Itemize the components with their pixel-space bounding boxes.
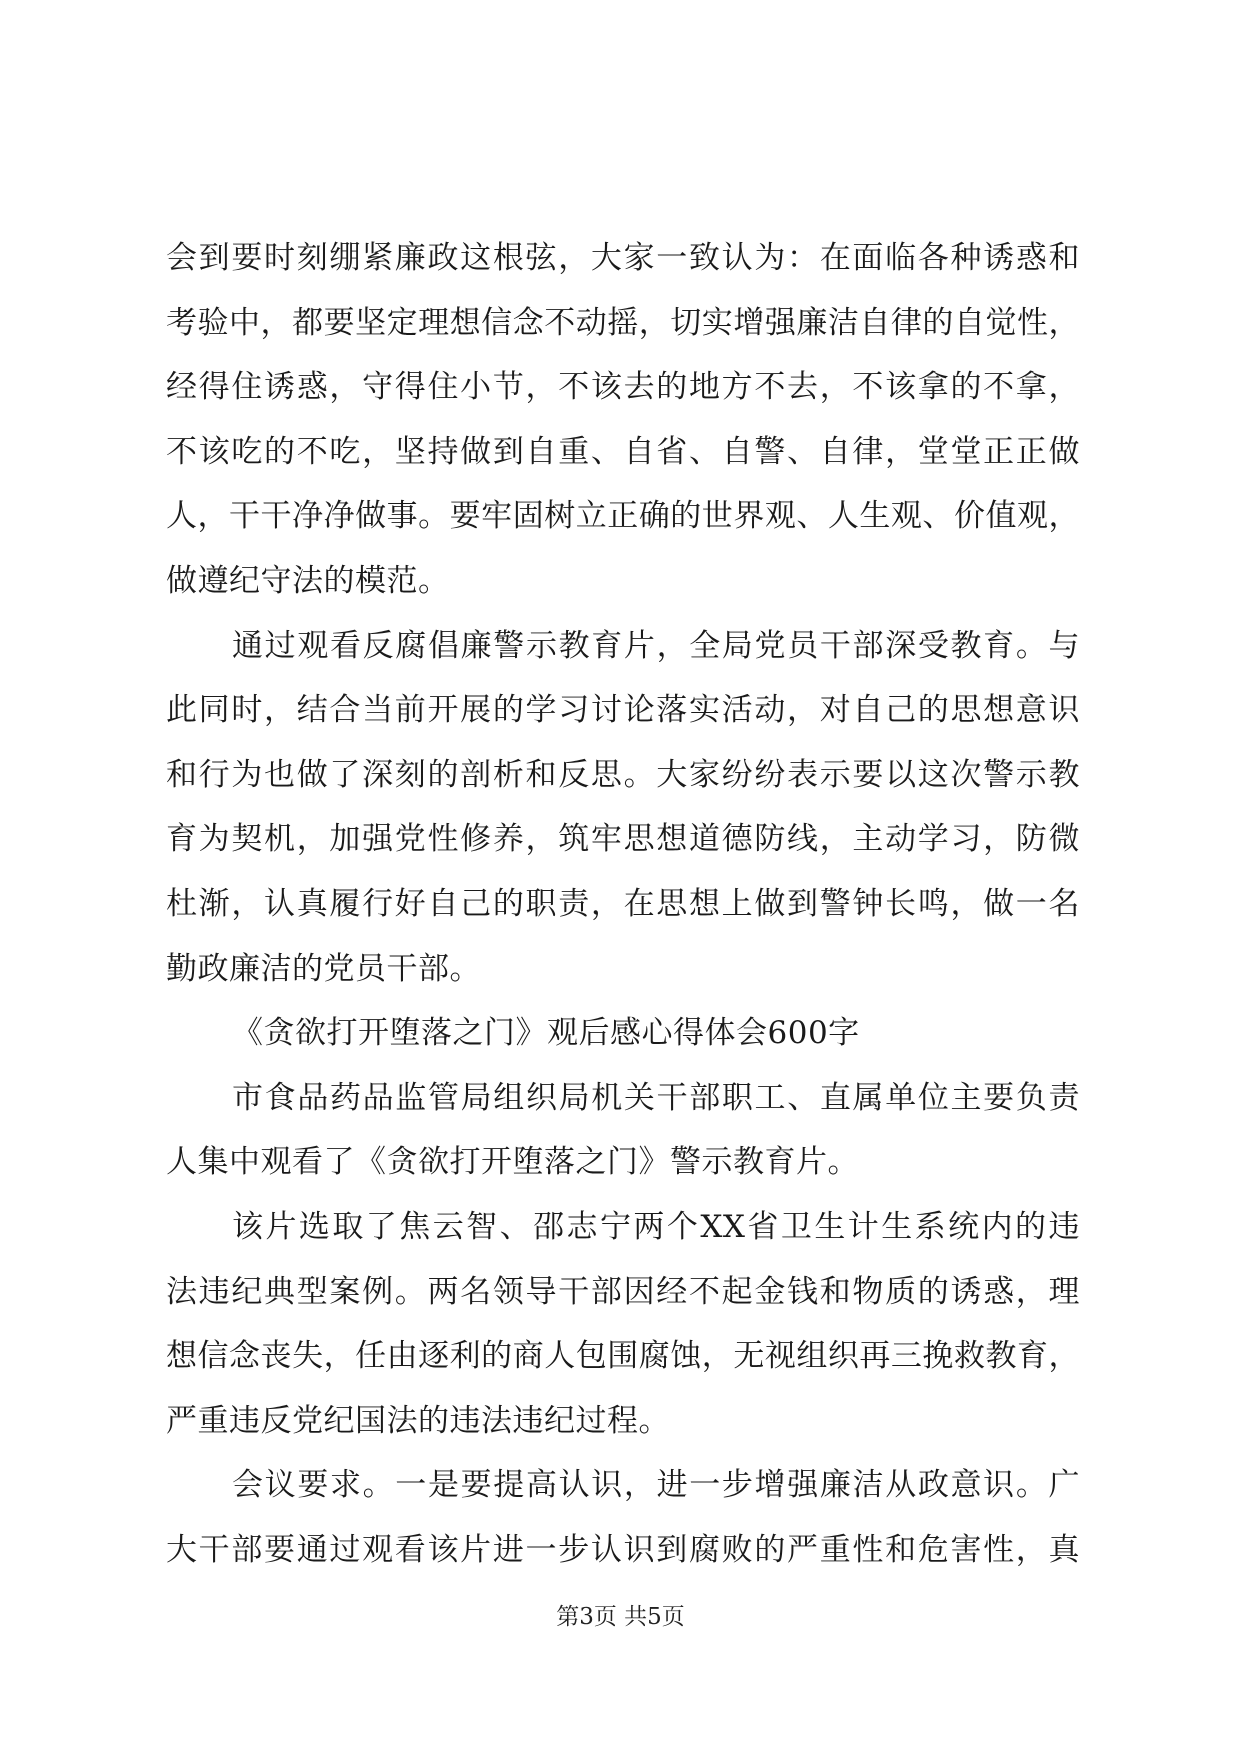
text-line: 考验中，都要坚定理想信念不动摇，切实增强廉洁自律的自觉性， xyxy=(166,304,1080,341)
text-line: 和行为也做了深刻的剖析和反思。大家纷纷表示要以这次警示教 xyxy=(166,756,1080,793)
text-line: 会议要求。一是要提高认识，进一步增强廉洁从政意识。广 xyxy=(232,1467,1080,1504)
text-line: 通过观看反腐倡廉警示教育片，全局党员干部深受教育。与 xyxy=(232,627,1080,664)
text-line: 杜渐，认真履行好自己的职责，在思想上做到警钟长鸣，做一名 xyxy=(166,885,1080,922)
text-line: 严重违反党纪国法的违法违纪过程。 xyxy=(166,1402,670,1439)
text-line: 育为契机，加强党性修养，筑牢思想道德防线，主动学习，防微 xyxy=(166,821,1080,858)
section-heading: 《贪欲打开堕落之门》观后感心得体会600字 xyxy=(232,1015,860,1052)
text-line: 法违纪典型案例。两名领导干部因经不起金钱和物质的诱惑，理 xyxy=(166,1273,1080,1310)
text-line: 做遵纪守法的模范。 xyxy=(166,562,450,599)
text-line: 人，干干净净做事。要牢固树立正确的世界观、人生观、价值观， xyxy=(166,498,1080,535)
page-number: 第3页 共5页 xyxy=(556,1604,685,1630)
text-line: 勤政廉洁的党员干部。 xyxy=(166,950,481,987)
text-line: 此同时，结合当前开展的学习讨论落实活动，对自己的思想意识 xyxy=(166,692,1080,729)
text-line: 想信念丧失，任由逐利的商人包围腐蚀，无视组织再三挽救教育， xyxy=(166,1338,1080,1375)
text-line: 人集中观看了《贪欲打开堕落之门》警示教育片。 xyxy=(166,1144,859,1181)
text-line: 大干部要通过观看该片进一步认识到腐败的严重性和危害性，真 xyxy=(166,1531,1080,1568)
text-line: 不该吃的不吃，坚持做到自重、自省、自警、自律，堂堂正正做 xyxy=(166,433,1080,470)
document-body xyxy=(166,226,1080,1582)
text-line: 市食品药品监管局组织局机关干部职工、直属单位主要负责 xyxy=(232,1079,1080,1116)
text-line: 会到要时刻绷紧廉政这根弦，大家一致认为：在面临各种诱惑和 xyxy=(166,240,1080,276)
text-line: 经得住诱惑，守得住小节，不该去的地方不去，不该拿的不拿， xyxy=(166,369,1080,406)
text-line: 该片选取了焦云智、邵志宁两个XX省卫生计生系统内的违 xyxy=(232,1208,1080,1245)
